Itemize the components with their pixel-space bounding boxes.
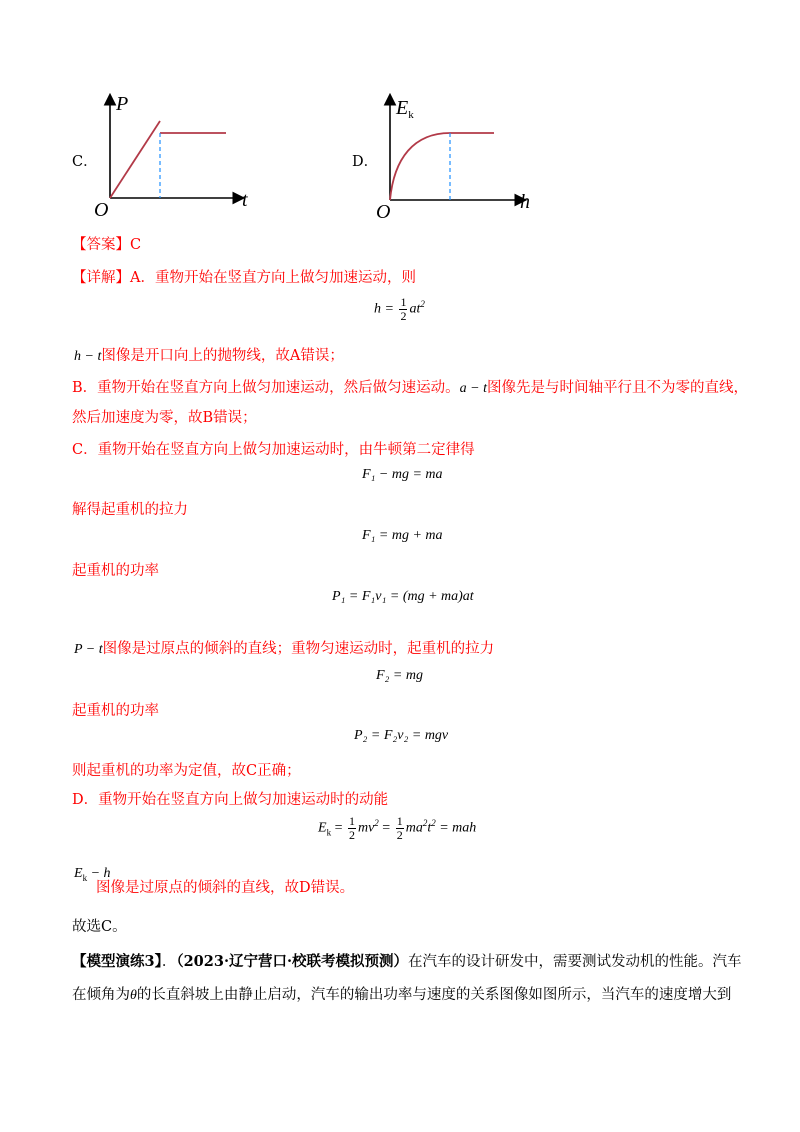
ekh-text: 图像是过原点的倾斜的直线，故D错误。 [96, 880, 355, 896]
detail-a-line [72, 268, 416, 288]
problem-tag: 【模型演练3】 [72, 953, 162, 970]
equation-6: $E_k$ = $\frac{1}{2}$ $mv^2$ = $\frac{1}{2}$ $ma^2t^2$ = mah [318, 814, 477, 842]
equation-h: h = $\frac{1}{2}$ $at^2$ [374, 295, 425, 323]
option-c-label: C． [72, 154, 98, 170]
graph-d-origin: O [376, 201, 391, 218]
ht-text: 图像是开口向上的抛物线，故A错误； [101, 348, 344, 364]
equation-5: P₂ = F₂v₂ = mgv [354, 728, 449, 743]
next-problem-line2: 在倾角为θ的长直斜坡上由静止启动，汽车的输出功率与速度的关系图像如图所示，当汽车的速度增大到 [72, 987, 732, 1003]
detail-a-text: A．重物开始在竖直方向上做匀加速运动，则 [130, 270, 416, 286]
power2-label: 起重机的功率 [72, 703, 159, 719]
graph-c-curve [110, 121, 160, 198]
answer-line [72, 235, 141, 255]
next-problem-line1: 【模型演练3】．（2023·辽宁营口·校联考模拟预测）在汽车的设计研发中，需要测试发动机的性能。汽车 [72, 953, 742, 970]
ekh-symbol: $E_k - h$ [74, 866, 111, 883]
graph-d-x-label: h [520, 191, 530, 213]
graph-c-x-label: t [242, 189, 248, 211]
c-conclusion: 则起重机的功率为定值，故C正确； [72, 763, 301, 779]
pt-symbol: P − t [74, 642, 103, 657]
equation-1: F₁ − mg = ma [362, 467, 443, 482]
power1-label: 起重机的功率 [72, 563, 159, 579]
detail-b-line2: 然后加速度为零，故B错误； [72, 410, 257, 426]
graph-d [374, 88, 544, 218]
graph-d-y-label: $E_k$ [396, 97, 414, 121]
pull-label: 解得起重机的拉力 [72, 502, 188, 518]
graph-c-y-label: P [116, 93, 129, 115]
detail-d-line: D．重物开始在竖直方向上做匀加速运动时的动能 [72, 792, 389, 808]
answer-value: C [130, 237, 142, 253]
at-symbol: a − t [459, 381, 487, 396]
graph-d-curve [390, 133, 494, 200]
pt-text: 图像是过原点的倾斜的直线；重物匀速运动时，起重机的拉力 [102, 641, 495, 657]
theta-symbol: θ [130, 988, 137, 1003]
equation-4: F₂ = mg [376, 668, 423, 683]
ht-symbol: h − t [74, 349, 102, 364]
pt-line [74, 639, 494, 660]
ht-line [74, 346, 344, 367]
detail-c-line: C．重物开始在竖直方向上做匀加速运动时，由牛顿第二定律得 [72, 442, 475, 458]
equation-3: P₁ = F₁v₁ = (mg + ma)at [332, 589, 474, 604]
graph-c [92, 88, 262, 218]
final-answer: 故选C。 [72, 919, 127, 935]
problem-source: （2023·辽宁营口·校联考模拟预测） [176, 953, 409, 970]
option-d-label: D． [352, 154, 379, 170]
graph-c-origin: O [94, 199, 109, 218]
equation-2: F₁ = mg + ma [362, 528, 443, 543]
answer-label: 【答案】 [72, 237, 130, 253]
detail-b-line1: B．重物开始在竖直方向上做匀加速运动，然后做匀速运动。a − t图像先是与时间轴平行且不为零的直线， [72, 380, 748, 396]
detail-label: 【详解】 [72, 270, 130, 286]
